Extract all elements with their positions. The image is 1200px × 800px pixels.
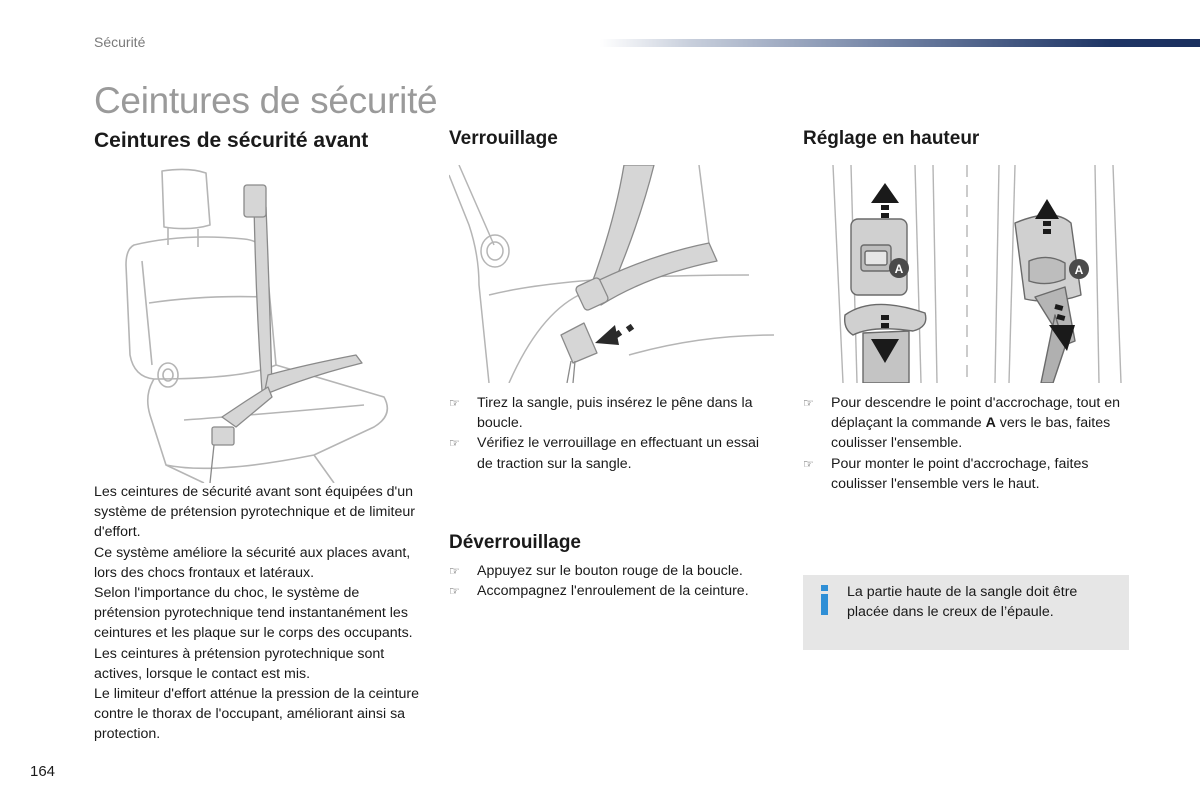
svg-text:A: A bbox=[894, 262, 904, 276]
list-item bbox=[803, 454, 1133, 494]
lock-heading: Verrouillage bbox=[449, 128, 558, 149]
list-item-text: Pour monter le point d'accrochage, faites coulisser l'ensemble vers le haut. bbox=[831, 455, 1089, 492]
pointing-hand-icon: ☞ bbox=[449, 584, 460, 599]
front-belts-heading: Ceintures de sécurité avant bbox=[94, 129, 369, 152]
list-item-text: Tirez la sangle, puis insérez le pêne dans la boucle. bbox=[477, 395, 753, 432]
info-text: La partie haute de la sangle doit être placée dans le creux de l’épaule. bbox=[847, 584, 1078, 621]
list-item-text: Pour descendre le point d'accrochage, tout en déplaçant la commande A vers le bas, faites coulisser l'ensemble. bbox=[831, 395, 1121, 452]
list-item-text: Appuyez sur le bouton rouge de la boucle. bbox=[477, 563, 743, 579]
page-title: Ceintures de sécurité bbox=[94, 80, 438, 121]
pointing-hand-icon: ☞ bbox=[803, 456, 814, 471]
label-a-right bbox=[1069, 259, 1089, 279]
height-adjust-illustration bbox=[803, 165, 1129, 383]
svg-text:A: A bbox=[1074, 263, 1084, 277]
paragraph: Les ceintures à prétension pyrotechnique sont actives, lorsque le contact est mis. bbox=[94, 645, 385, 682]
seat-belt-illustration bbox=[94, 165, 416, 483]
height-adjust-instructions bbox=[803, 393, 1133, 494]
unlock-instructions bbox=[449, 561, 779, 601]
list-item bbox=[449, 433, 774, 473]
list-item bbox=[449, 561, 779, 581]
pointing-hand-icon: ☞ bbox=[449, 564, 460, 578]
unlock-heading: Déverrouillage bbox=[449, 532, 581, 553]
front-belts-description bbox=[94, 482, 424, 745]
paragraph: Les ceintures de sécurité avant sont équipées d'un système de prétension pyrotechnique et de limiteur d'effort. bbox=[94, 484, 415, 541]
paragraph: Ce système améliore la sécurité aux places avant, lors des chocs frontaux et latéraux. bbox=[94, 544, 411, 581]
label-a-left bbox=[889, 258, 909, 278]
list-item-text: Vérifiez le verrouillage en effectuant un essai de traction sur la sangle. bbox=[477, 435, 760, 472]
list-item-text: Accompagnez l'enroulement de la ceinture. bbox=[477, 583, 749, 600]
paragraph: Selon l'importance du choc, le système de prétension pyrotechnique tend instantanément les ceintures et les plaque sur le corps des occupants. bbox=[94, 585, 413, 642]
list-item bbox=[449, 581, 779, 601]
section-label: Sécurité bbox=[94, 34, 146, 50]
paragraph: Le limiteur d'effort atténue la pression de la ceinture contre le thorax de l'occupant, améliorant ainsi sa protection. bbox=[94, 686, 420, 743]
height-adjust-heading: Réglage en hauteur bbox=[803, 128, 980, 149]
pointing-hand-icon: ☞ bbox=[449, 436, 460, 451]
list-item bbox=[803, 393, 1133, 454]
info-icon bbox=[819, 585, 829, 615]
control-a-label: A bbox=[985, 415, 996, 432]
pointing-hand-icon: ☞ bbox=[803, 396, 814, 410]
pointing-hand-icon: ☞ bbox=[449, 396, 460, 410]
lock-instructions bbox=[449, 393, 774, 474]
header-bar bbox=[600, 39, 1200, 47]
page-number: 164 bbox=[30, 763, 56, 780]
list-item bbox=[449, 393, 774, 433]
info-box bbox=[803, 575, 1129, 650]
buckle-lock-illustration bbox=[449, 165, 774, 383]
